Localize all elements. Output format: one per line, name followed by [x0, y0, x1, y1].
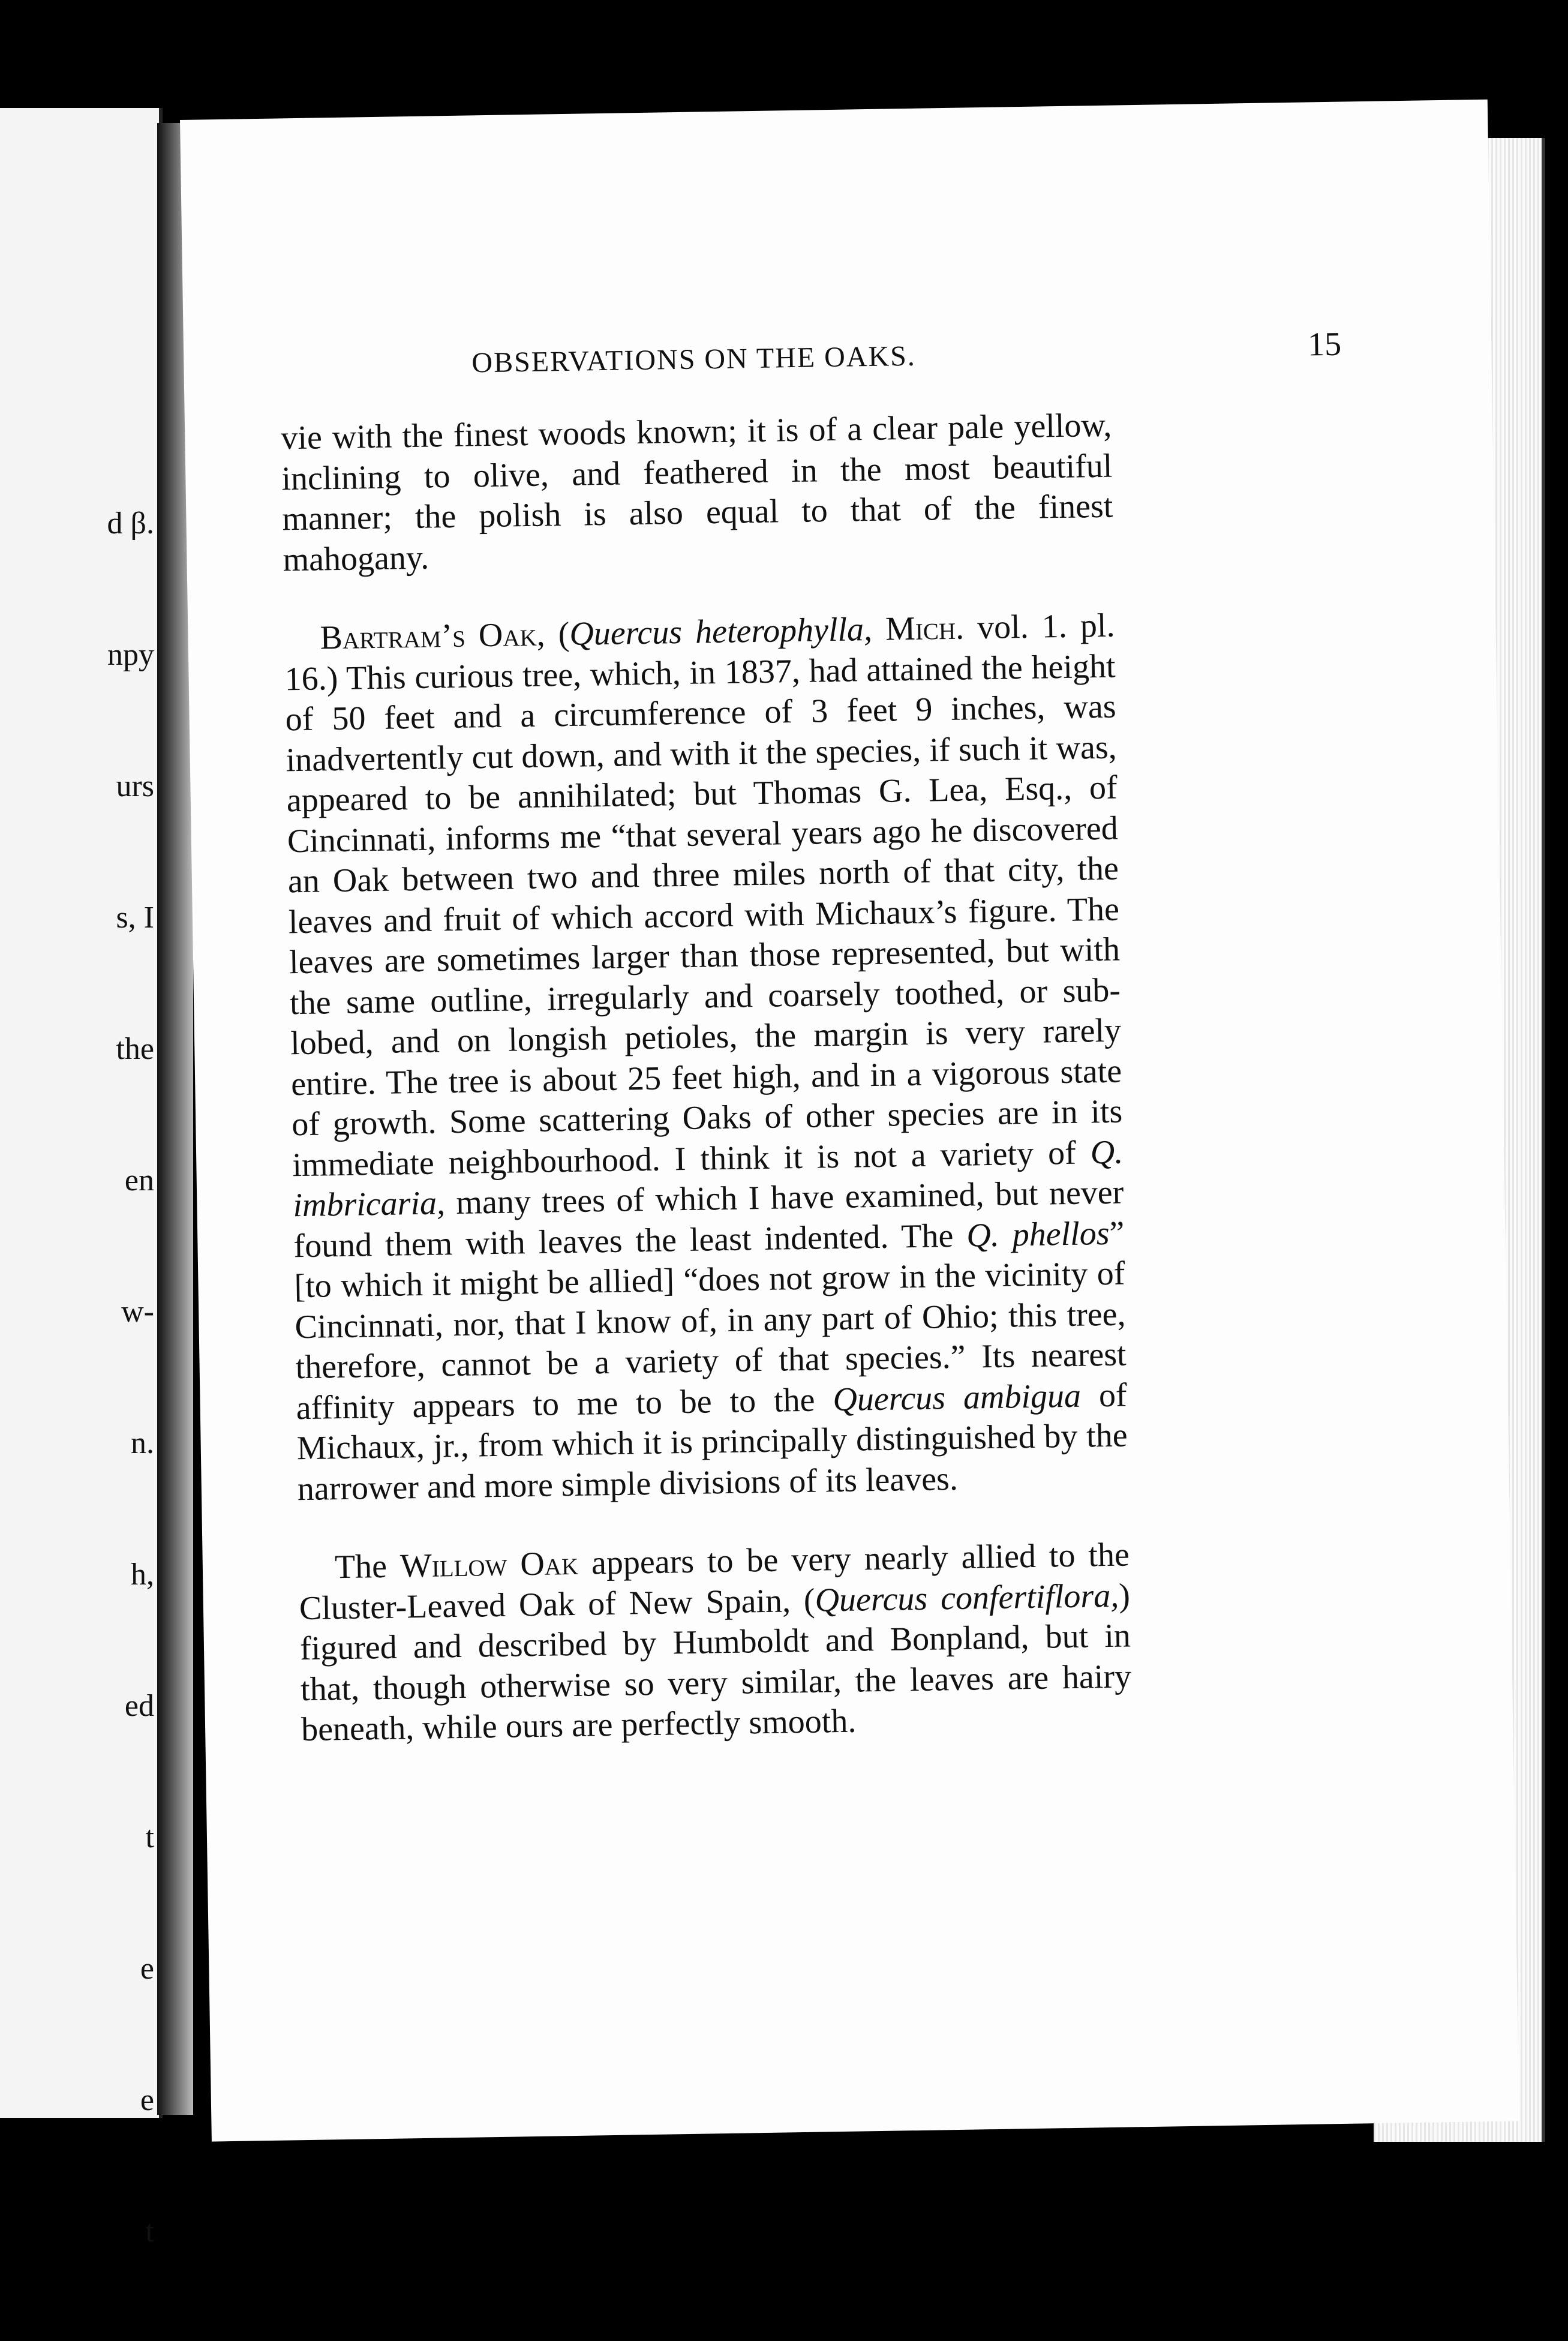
left-page-edge-text: [107, 414, 154, 2341]
text-run: many trees of which I have examined, but never found them with leaves the least indented. The: [293, 1173, 1124, 1265]
edge-fragment: ed: [124, 1689, 154, 1723]
author-abbreviation: Mich.: [885, 609, 965, 648]
text-run: ” [to which it might be allied] “does not grow in the vicinity of Cincinnati, nor, that I know of, in any part of Ohio; this tree, therefore, cannot be a variety of that species.” Its nearest affinity appears to me to be to the: [294, 1214, 1127, 1427]
text-run: (: [545, 615, 570, 653]
left-facing-page: [0, 108, 163, 2249]
text-run: vol. 1. pl. 16.) This curious tree, which, in 1837, had attained the height of 50 feet and a circumference of 3 feet 9 inches, was inadvertently cut down, and with it the species, if such it was, appeared to be annihilated; but Thomas G. Lea, Esq., of Cincinnati, informs me “that several years ago he discovered an Oak between two and three miles north of that city, the leaves and fruit of which accord with Michaux’s figure. The leaves are sometimes larger than those represented, but with the same outline, irregularly and coarsely toothed, or sub-lobed, and on longish petioles, the margin is very rarely entire. The tree is about 25 feet high, and in a vigorous state of growth. Some scattering Oaks of other species are in its immediate neighbourhood. I think it is not a variety of: [284, 607, 1123, 1184]
edge-fragment: d β.: [107, 506, 154, 541]
species-latin-name: Quercus confertiflora,: [815, 1577, 1119, 1619]
edge-fragment: w-: [121, 1295, 154, 1329]
text-run: [872, 611, 886, 648]
species-common-name: Willow Oak: [399, 1544, 579, 1585]
species-latin-name: Quercus ambigua: [832, 1377, 1082, 1418]
species-latin-name: Quercus heterophylla,: [569, 610, 873, 653]
page-number: 15: [1307, 325, 1342, 364]
edge-fragment: npy: [107, 638, 154, 672]
text-run: appears to be very nearly allied to the Cluster-Leaved Oak of New Spain, (: [299, 1536, 1130, 1627]
edge-fragment: en: [124, 1163, 154, 1197]
paragraph-bartrams-oak: [284, 606, 1128, 1510]
species-latin-name: Q. phellos: [966, 1214, 1110, 1254]
book-page: [180, 100, 1519, 2142]
body-text: [281, 406, 1133, 1751]
edge-fragment: s, I: [116, 901, 154, 935]
edge-fragment: e: [140, 2083, 154, 2117]
edge-fragment: t: [145, 1820, 154, 1854]
text-run: of Michaux, jr., from which it is principally distinguished by the narrower and more simple divisions of its leaves.: [296, 1376, 1128, 1508]
edge-fragment: urs: [116, 769, 154, 803]
text-run: The: [334, 1547, 401, 1586]
species-latin-name: Q. imbricaria,: [292, 1133, 1124, 1224]
edge-fragment: h,: [131, 1557, 154, 1592]
edge-fragment: the: [116, 1032, 154, 1066]
running-head: OBSERVATIONS ON THE OAKS.: [471, 340, 917, 379]
paragraph-text: vie with the finest woods known; it is of a clear pale yellow, inclining to olive, and feathered in the most beautiful manner; the polish is also equal to that of the finest mahogany.: [280, 406, 1113, 578]
text-run: ) figured and described by Humboldt and Bonpland, but in that, though otherwise so very similar, the leaves are hairy beneath, while ours are perfectly smooth.: [299, 1576, 1132, 1749]
paragraph-willow-oak: [298, 1535, 1132, 1750]
edge-fragment: t: [145, 2214, 154, 2249]
edge-fragment: n.: [131, 1426, 154, 1460]
species-common-name: Bartram’s Oak,: [320, 616, 546, 657]
edge-fragment: e: [140, 1952, 154, 1986]
paragraph-continuation: [281, 406, 1114, 581]
